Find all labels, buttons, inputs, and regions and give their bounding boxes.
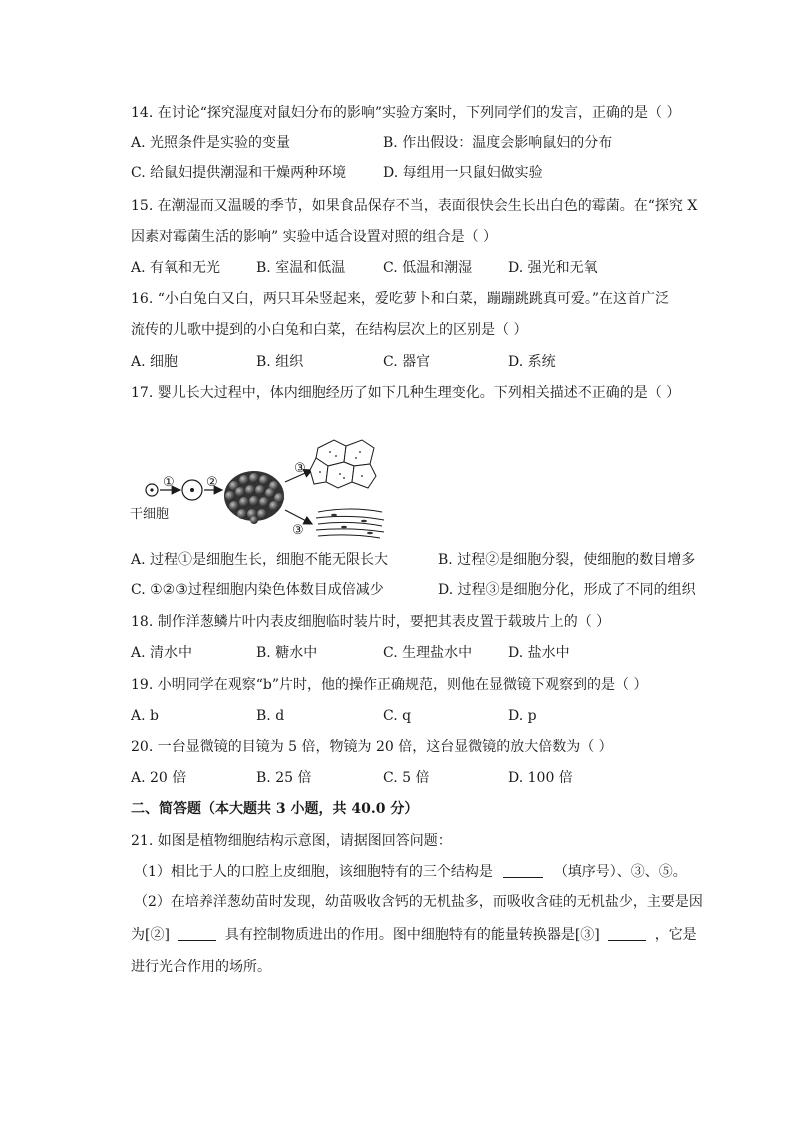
q17-stem: 17. 婴儿长大过程中，体内细胞经历了如下几种生理变化。下列相关描述不正确的是（ ） <box>131 385 681 401</box>
q21-part2-line1: （2）在培养洋葱幼苗时发现，幼苗吸收含钙的无机盐多，而吸收含硅的无机盐少，主要是因 <box>134 894 703 910</box>
label-3b: ③ <box>292 523 304 538</box>
label-3a: ③ <box>294 461 306 476</box>
q20-stem: 20. 一台显微镜的目镜为 5 倍，物镜为 20 倍，这台显微镜的放大倍数为（ ） <box>131 739 613 755</box>
q18-stem: 18. 制作洋葱鳞片叶内表皮细胞临时装片时，要把其表皮置于载玻片上的（ ） <box>131 614 611 630</box>
q18-option-d: D. 盐水中 <box>508 645 570 661</box>
q21-part2-line2 <box>131 925 697 945</box>
section-heading: 二、简答题（本大题共 3 小题，共 40.0 分） <box>131 801 419 817</box>
tissue-elongated <box>316 509 384 538</box>
q21-part2-text-a: 为[②] <box>131 927 170 943</box>
q15-stem-line2: 因素对霉菌生活的影响” 实验中适合设置对照的组合是（ ） <box>131 229 498 245</box>
label-2: ② <box>206 475 218 490</box>
q14-option-a: A. 光照条件是实验的变量 <box>131 135 291 151</box>
q15-option-a: A. 有氧和无光 <box>131 260 221 276</box>
q19-option-a: A. b <box>131 708 159 724</box>
q16-stem-line2: 流传的儿歌中提到的小白兔和白菜，在结构层次上的区别是（ ） <box>131 322 528 338</box>
q16-option-b: B. 组织 <box>256 354 304 370</box>
q21-part1-text-a: （1）相比于人的口腔上皮细胞，该细胞特有的三个结构是 <box>134 864 493 880</box>
arrow-3b <box>285 510 312 524</box>
q15-stem-line1: 15. 在潮湿而又温暖的季节，如果食品保存不当，表面很快会生长出白色的霉菌。在“探究 X <box>131 198 698 214</box>
q14-stem: 14. 在讨论“探究湿度对鼠妇分布的影响”实验方案时，下列同学们的发言，正确的是（ ） <box>131 105 681 121</box>
answer-blank-3[interactable] <box>608 926 646 941</box>
answer-blank-2[interactable] <box>178 926 216 941</box>
q17-option-b: B. 过程②是细胞分裂，使细胞的数目增多 <box>438 552 696 568</box>
cell-cluster <box>224 471 284 524</box>
q19-stem: 19. 小明同学在观察“b”片时，他的操作正确规范，则他在显微镜下观察到的是（ ） <box>131 677 648 693</box>
q15-option-b: B. 室温和低温 <box>256 260 346 276</box>
caption-stem-cell: 干细胞 <box>130 507 170 522</box>
q21-part2-line3: 进行光合作用的场所。 <box>131 959 271 975</box>
q21-part1-text-b: （填序号）、③、⑤。 <box>553 864 687 880</box>
q20-option-a: A. 20 倍 <box>131 770 187 786</box>
q21-part2-text-c: ，它是 <box>654 927 697 943</box>
q15-option-c: C. 低温和潮湿 <box>383 260 473 276</box>
q19-option-d: D. p <box>508 708 537 724</box>
q18-option-c: C. 生理盐水中 <box>383 645 473 661</box>
q20-option-d: D. 100 倍 <box>508 770 573 786</box>
q17-option-d: D. 过程③是细胞分化，形成了不同的组织 <box>438 582 696 598</box>
q18-option-b: B. 糖水中 <box>256 645 318 661</box>
q16-stem-line1: 16. “小白兔白又白，两只耳朵竖起来，爱吃萝卜和白菜，蹦蹦跳跳真可爱。”在这首广泛 <box>131 291 670 307</box>
q19-option-c: C. q <box>383 708 412 724</box>
q20-option-b: B. 25 倍 <box>256 770 312 786</box>
q21-stem: 21. 如图是植物细胞结构示意图，请据图回答问题： <box>131 833 452 849</box>
q20-option-c: C. 5 倍 <box>383 770 430 786</box>
answer-blank-1[interactable] <box>503 863 543 878</box>
q21-part2-text-b: 具有控制物质进出的作用。图中细胞特有的能量转换器是[③] <box>224 927 600 943</box>
q18-option-a: A. 清水中 <box>131 645 193 661</box>
cell-process-diagram <box>130 430 390 550</box>
q21-part1 <box>134 862 687 882</box>
q15-option-d: D. 强光和无氧 <box>508 260 598 276</box>
tissue-polygonal <box>310 440 376 488</box>
q14-option-b: B. 作出假设：温度会影响鼠妇的分布 <box>383 135 613 151</box>
label-1: ① <box>163 475 175 490</box>
q16-option-a: A. 细胞 <box>131 354 179 370</box>
q17-option-a: A. 过程①是细胞生长，细胞不能无限长大 <box>131 552 389 568</box>
q16-option-c: C. 器官 <box>383 354 431 370</box>
q14-option-d: D. 每组用一只鼠妇做实验 <box>383 165 543 181</box>
q19-option-b: B. d <box>256 708 285 724</box>
q14-option-c: C. 给鼠妇提供潮湿和干燥两种环境 <box>131 165 347 181</box>
q17-option-c: C. ①②③过程细胞内染色体数目成倍减少 <box>131 582 384 598</box>
q16-option-d: D. 系统 <box>508 354 556 370</box>
